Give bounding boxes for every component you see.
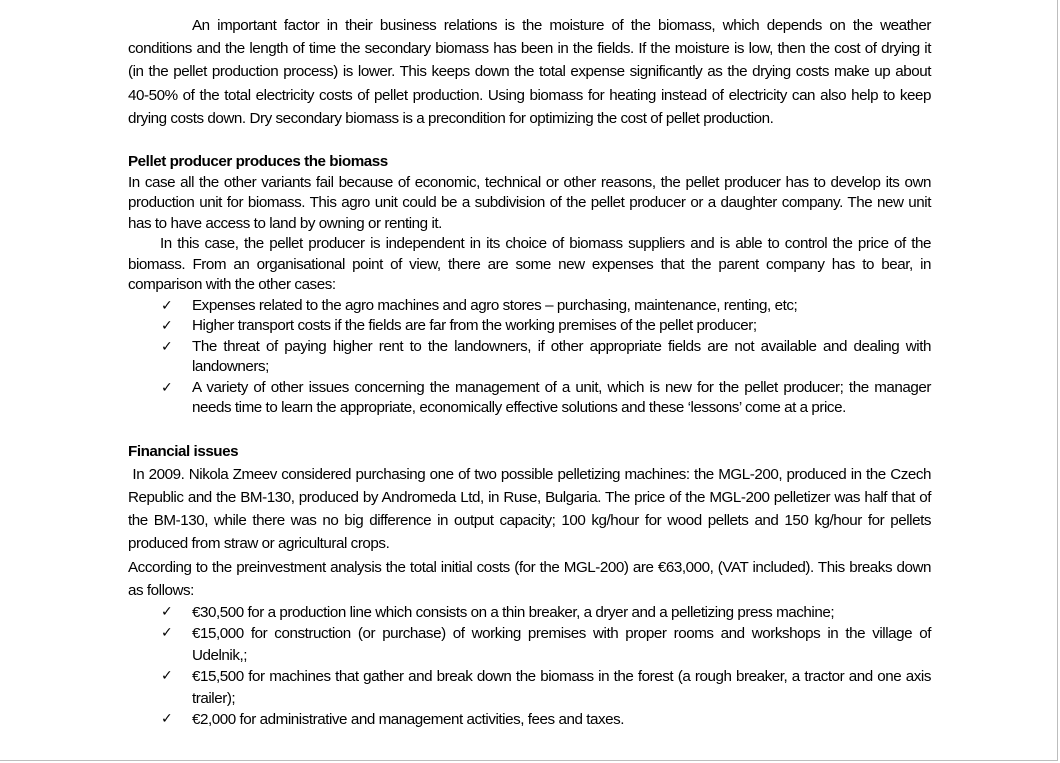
paragraph-financial-costs: According to the preinvestment analysis the total initial costs (for the MGL-200) are €63,000, (VAT included). This breaks down as follows: [128, 558, 931, 599]
pellet-expenses-list [128, 296, 931, 419]
list-item-text: The threat of paying higher rent to the landowners, if other appropriate fields are not available and dealing with landowners; [192, 337, 931, 376]
paragraph-financial-machines: In 2009. Nikola Zmeev considered purchasing one of two possible pelletizing machines: the MGL-200, produced in the Czech Republic and the BM-130, produced by Andromeda Ltd, in Ruse, Bulgaria. The price of the MGL-200 pelletizer was half that of the BM-130, while there was no big difference in output capacity; 100 kg/hour for wood pellets and 150 kg/hour for pellets produced from straw or agricultural crops. [128, 465, 931, 553]
list-item [128, 602, 931, 624]
list-item-text: Expenses related to the agro machines and agro stores – purchasing, maintenance, renting, etc; [192, 296, 798, 314]
list-item-text: Higher transport costs if the fields are far from the working premises of the pellet producer; [192, 317, 757, 335]
checkmark-icon: ✓ [161, 625, 173, 642]
paragraph-pellet-variants: In case all the other variants fail because of economic, technical or other reasons, the pellet producer has to develop its own production unit for biomass. This agro unit could be a subdivision of the pellet producer or a daughter company. The new unit has to have access to land by owning or renting it. [128, 173, 931, 232]
list-item [128, 296, 931, 317]
paragraph-moisture: An important factor in their business relations is the moisture of the biomass, which depends on the weather conditions and the length of time the secondary biomass has been in the fields. If the moisture is low, then the cost of drying it (in the pellet production process) is lower. This keeps down the total expense significantly as the drying costs make up about 40-50% of the total electricity costs of pellet production. Using biomass for heating instead of electricity can also help to keep drying costs down. Dry secondary biomass is a precondition for optimizing the cost of pellet production. [128, 17, 931, 127]
list-item [128, 666, 931, 709]
paragraph-pellet-independent: In this case, the pellet producer is independent in its choice of biomass suppliers and is able to control the price of the biomass. From an organisational point of view, there are some new expenses that the parent company has to bear, in comparison with the other cases: [128, 235, 931, 294]
list-item [128, 623, 931, 666]
checkmark-icon: ✓ [161, 318, 173, 335]
checkmark-icon: ✓ [161, 711, 173, 728]
list-item-text: €30,500 for a production line which consists on a thin breaker, a dryer and a pelletizing press machine; [192, 603, 835, 621]
list-item [128, 378, 931, 419]
list-item [128, 316, 931, 337]
checkmark-icon: ✓ [161, 297, 173, 314]
heading-pellet-producer: Pellet producer produces the biomass [128, 153, 388, 171]
heading-financial-issues: Financial issues [128, 442, 239, 460]
list-item [128, 709, 931, 731]
spacer [128, 130, 931, 152]
checkmark-icon: ✓ [161, 338, 173, 355]
spacer [128, 419, 931, 440]
document-body [128, 14, 931, 731]
checkmark-icon: ✓ [161, 379, 173, 396]
financial-costs-list [128, 602, 931, 731]
list-item-text: €2,000 for administrative and management activities, fees and taxes. [192, 711, 625, 729]
checkmark-icon: ✓ [161, 668, 173, 685]
list-item [128, 337, 931, 378]
list-item-text: €15,000 for construction (or purchase) of working premises with proper rooms and workshops in the village of Udelnik,; [192, 625, 931, 664]
checkmark-icon: ✓ [161, 603, 173, 620]
list-item-text: A variety of other issues concerning the management of a unit, which is new for the pellet producer; the manager needs time to learn the appropriate, economically effective solutions and these ‘lessons’ come at a price. [192, 378, 931, 417]
list-item-text: €15,500 for machines that gather and break down the biomass in the forest (a rough breaker, a tractor and one axis trailer); [192, 668, 931, 707]
